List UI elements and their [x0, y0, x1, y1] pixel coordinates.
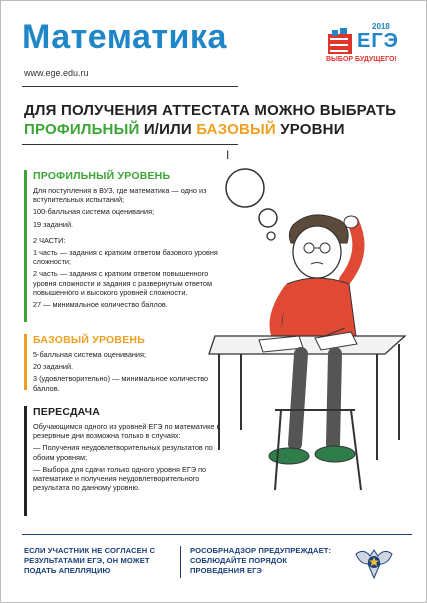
base-section	[24, 334, 223, 396]
site-url[interactable]: www.ege.edu.ru	[24, 68, 89, 78]
profile-part1: 1 часть — задания с кратким ответом базового уровня сложности;	[33, 248, 218, 267]
headline-base-word: БАЗОВЫЙ	[196, 121, 276, 138]
base-p1: 5-балльная система оценивания;	[33, 350, 146, 359]
profile-section	[24, 170, 223, 320]
footer-divider	[22, 534, 412, 535]
page-title: Математика	[22, 18, 227, 56]
logo-text: ЕГЭ	[357, 30, 399, 52]
profile-p2: 100-балльная система оценивания;	[33, 207, 155, 217]
logo-year: 2018	[372, 22, 390, 31]
retake-p3: — Выбора для сдачи только одного уровня ЕГЭ по математике и получения неудовлетворительного результата по данному уровню.	[33, 464, 207, 493]
student-illustration	[205, 160, 415, 520]
profile-accent-bar	[24, 170, 27, 322]
text-cursor-icon: I	[226, 148, 230, 162]
retake-title: ПЕРЕСДАЧА	[33, 406, 101, 418]
rosobrnadzor-emblem-icon	[352, 540, 396, 584]
retake-section	[24, 406, 223, 495]
headline-and-or: И/ИЛИ	[143, 121, 192, 138]
retake-p2: — Получения неудовлетворительных результатов по обоим уровням;	[33, 443, 213, 462]
profile-parts-title: 2 ЧАСТИ:	[33, 235, 66, 245]
base-p3: 3 (удовлетворительно) — минимальное количество баллов.	[33, 374, 209, 393]
footer-separator	[180, 546, 181, 578]
profile-part2: 2 часть — задания с кратким ответом повышенного уровня сложности и задания с развернутым ответом повышенного и высокого уровней сложности.	[33, 269, 212, 297]
headline-divider	[22, 144, 238, 145]
base-p2: 20 заданий.	[33, 362, 74, 372]
headline-profile-word: ПРОФИЛЬНЫЙ	[24, 121, 140, 138]
headline	[24, 101, 414, 139]
base-accent-bar	[24, 334, 27, 390]
retake-accent-bar	[24, 406, 27, 516]
base-title: БАЗОВЫЙ УРОВЕНЬ	[33, 334, 145, 346]
profile-min: 27 — минимальное количество баллов.	[33, 300, 168, 310]
profile-p3: 19 заданий.	[33, 219, 74, 229]
footer-warning-note: РОСОБРНАДЗОР ПРЕДУПРЕЖДАЕТ: СОБЛЮДАЙТЕ ПОРЯДОК ПРОВЕДЕНИЯ ЕГЭ	[190, 546, 332, 575]
headline-line1: ДЛЯ ПОЛУЧЕНИЯ АТТЕСТАТА МОЖНО ВЫБРАТЬ	[24, 102, 397, 119]
profile-title: ПРОФИЛЬНЫЙ УРОВЕНЬ	[33, 170, 171, 182]
headline-levels: УРОВНИ	[280, 121, 345, 138]
profile-p1: Для поступления в ВУЗ, где математика — одно из вступительных испытаний;	[33, 186, 207, 205]
retake-p1: Обучающимся одного из уровней ЕГЭ по математике в резервные дни возможна только в случаях:	[33, 422, 221, 441]
logo-tagline: ВЫБОР БУДУЩЕГО!	[326, 56, 397, 63]
footer-appeal-note: ЕСЛИ УЧАСТНИК НЕ СОГЛАСЕН С РЕЗУЛЬТАТАМИ ЕГЭ, ОН МОЖЕТ ПОДАТЬ АПЕЛЛЯЦИЮ	[24, 546, 156, 575]
header-divider	[22, 86, 238, 87]
